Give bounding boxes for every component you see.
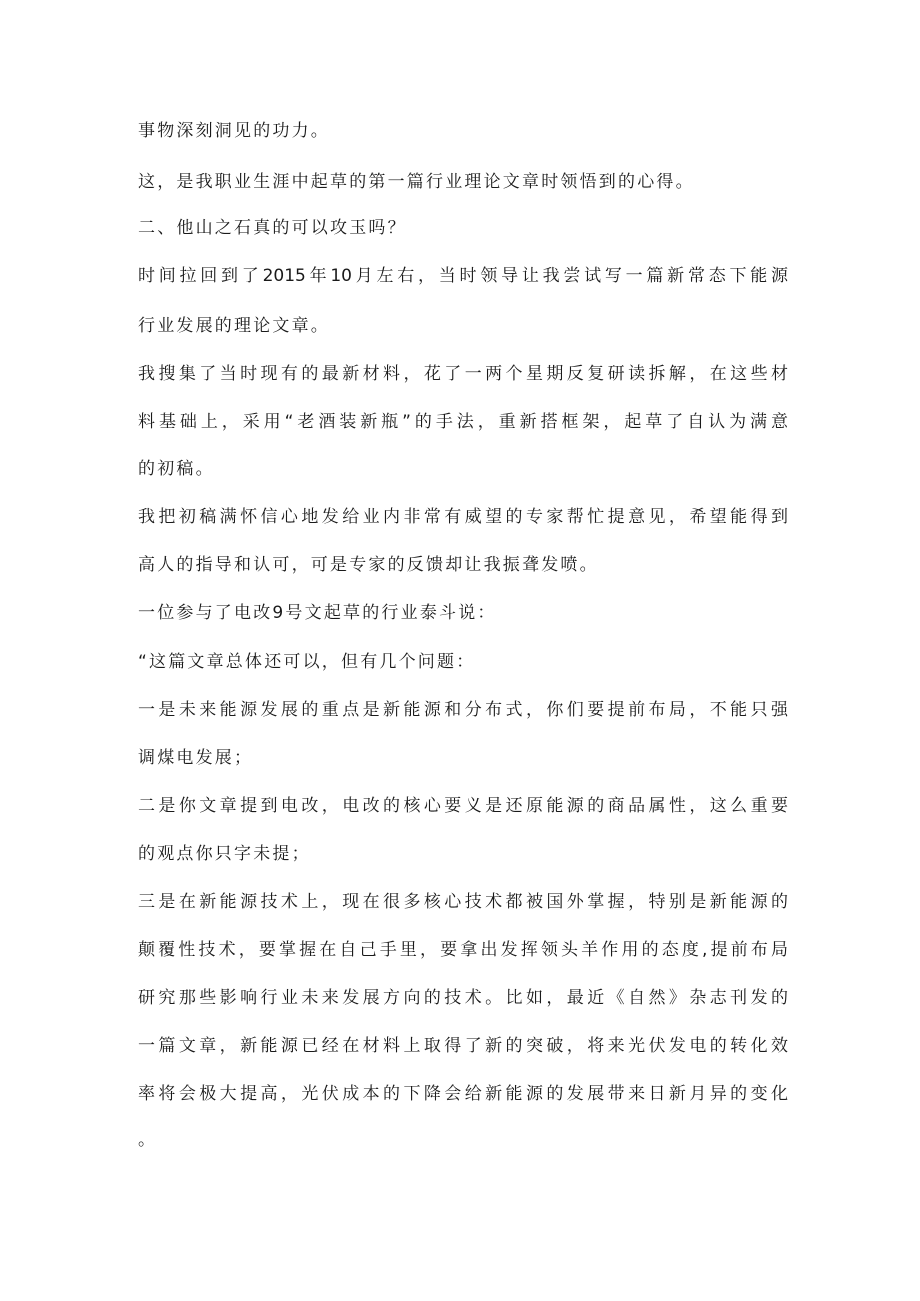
text-line: 事物深刻洞见的功力。 [138,121,330,141]
text-line: 时间拉回到了2015年10月左右，当时领导让我尝试写一篇新常态下能源 [138,266,788,286]
text-line: 料基础上，采用“老酒装新瓶”的手法，重新搭框架，起草了自认为满意 [138,412,788,432]
section-heading: 二、他山之石真的可以攻玉吗？ [138,218,407,238]
text-line: 调煤电发展； [138,748,254,768]
text-line: 我搜集了当时现有的最新材料，花了一两个星期反复研读拆解，在这些材 [138,364,788,384]
text-line: 率将会极大提高，光伏成本的下降会给新能源的发展带来日新月异的变化 [138,1084,788,1104]
text-line: 二是你文章提到电改，电改的核心要义是还原能源的商品属性，这么重要 [138,796,788,816]
text-line: 一是未来能源发展的重点是新能源和分布式，你们要提前布局，不能只强 [138,700,788,720]
text-line: 颠覆性技术，要掌握在自己手里，要拿出发挥领头羊作用的态度,提前布局 [138,940,788,960]
text-line: 三是在新能源技术上，现在很多核心技术都被国外掌握，特别是新能源的 [138,892,788,912]
text-line: 我把初稿满怀信心地发给业内非常有威望的专家帮忙提意见，希望能得到 [138,507,788,527]
text-line: 的初稿。 [138,459,215,479]
text-line: 这，是我职业生涯中起草的第一篇行业理论文章时领悟到的心得。 [138,172,695,192]
text-line: 高人的指导和认可，可是专家的反馈却让我振聋发喷。 [138,555,599,575]
text-line: 。 [138,1130,158,1150]
text-line: 研究那些影响行业未来发展方向的技术。比如，最近《自然》杂志刊发的 [138,988,788,1008]
text-line: 一位参与了电改9号文起草的行业泰斗说： [138,603,497,623]
text-line: 一篇文章，新能源已经在材料上取得了新的突破，将来光伏发电的转化效 [138,1036,788,1056]
text-line: 行业发展的理论文章。 [138,316,330,336]
text-line: 的观点你只字未提； [138,844,311,864]
text-line: “这篇文章总体还可以，但有几个问题： [138,652,476,672]
